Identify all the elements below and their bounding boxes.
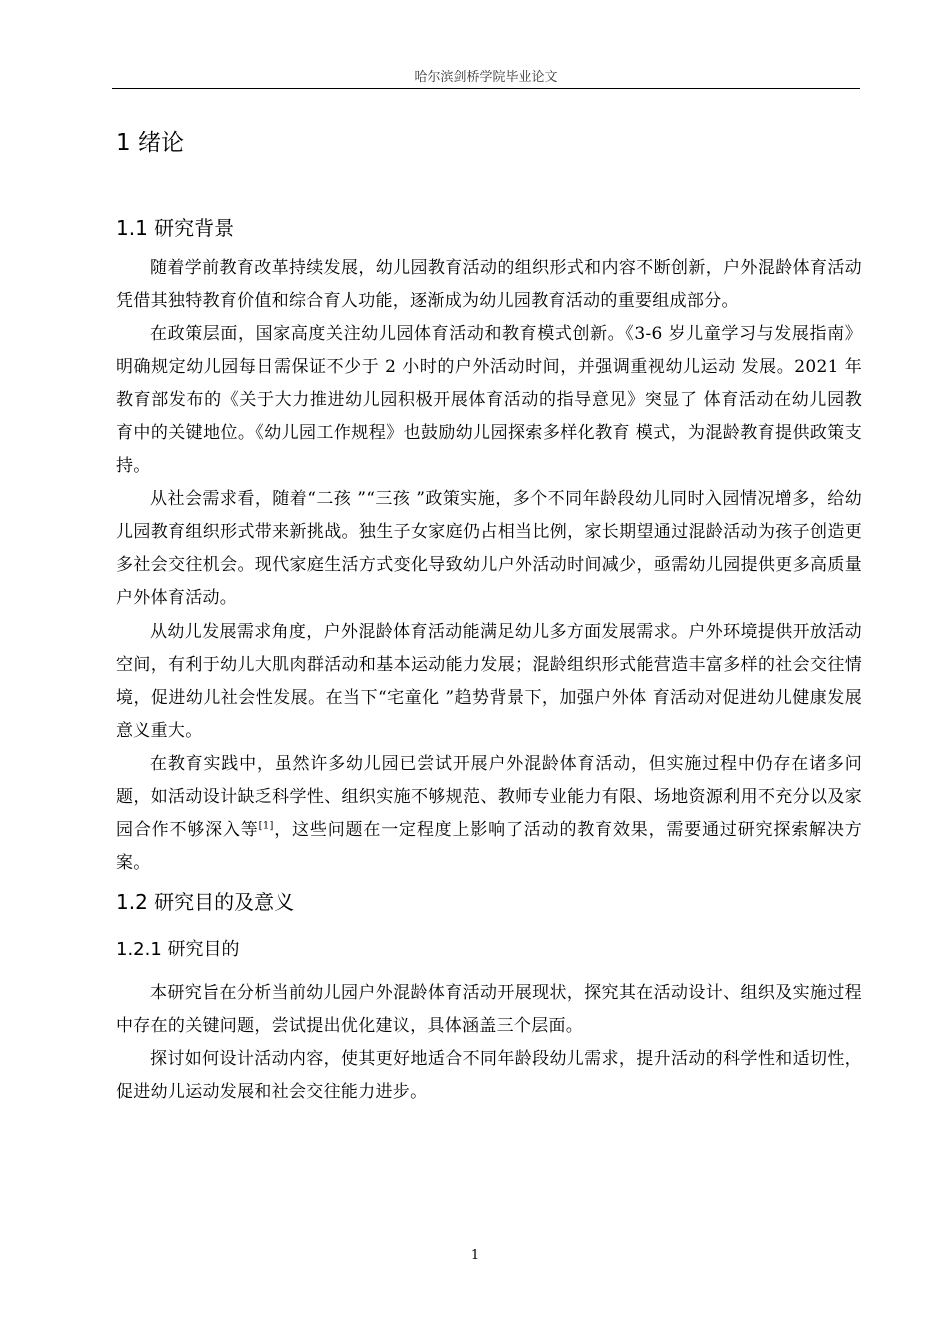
- section-title-purpose-significance: 1.2 研究目的及意义: [116, 890, 295, 914]
- paragraph-policy: 在政策层面，国家高度关注幼儿园体育活动和教育模式创新。《3-6 岁儿童学习与发展指南》明确规定幼儿园每日需保证不少于 2 小时的户外活动时间，并强调重视幼儿运动 发展。2021 年教育部发布的《关于大力推进幼儿园积极开展体育活动的指导意见》突显了 体育活动在幼儿园教育中的关键地位。《幼儿园工作规程》也鼓励幼儿园探索多样化教育 模式，为混龄教育提供政策支持。: [116, 324, 862, 476]
- practice-text-before-citation: 在教育实践中，虽然许多幼儿园已尝试开展户外混龄体育活动，但实施过程中仍存在诸多问题，如活动设计缺乏科学性、组织实施不够规范、教师专业能力有限、场地资源利用不充分以及家园合作不够深入等: [116, 754, 862, 840]
- paragraph-purpose-1: 本研究旨在分析当前幼儿园户外混龄体育活动开展现状，探究其在活动设计、组织及实施过程中存在的关键问题，尝试提出优化建议，具体涵盖三个层面。: [116, 983, 862, 1036]
- paragraph-practice-problems: [116, 748, 862, 880]
- paragraph-social-demand: 从社会需求看，随着“二孩 ”“三孩 ”政策实施，多个不同年龄段幼儿同时入园情况增多，给幼儿园教育组织形式带来新挑战。独生子女家庭仍占相当比例，家长期望通过混龄活动为孩子创造更多社会交往机会。现代家庭生活方式变化导致幼儿户外活动时间减少，亟需幼儿园提供更多高质量户外体育活动。: [116, 489, 862, 608]
- paragraph-background-1: 随着学前教育改革持续发展，幼儿园教育活动的组织形式和内容不断创新，户外混龄体育活动凭借其独特教育价值和综合育人功能，逐渐成为幼儿园教育活动的重要组成部分。: [116, 258, 862, 311]
- chapter-title: 1 绪论: [116, 130, 184, 156]
- section-title-research-background: 1.1 研究背景: [116, 216, 235, 240]
- header-rule: [112, 88, 860, 89]
- paragraph-purpose-2: 探讨如何设计活动内容，使其更好地适合不同年龄段幼儿需求，提升活动的科学性和适切性，促进幼儿运动发展和社会交往能力进步。: [116, 1049, 862, 1102]
- subsection-title-research-purpose: 1.2.1 研究目的: [116, 939, 240, 960]
- running-header: 哈尔滨剑桥学院毕业论文: [414, 70, 558, 85]
- citation-reference: [1]: [258, 820, 274, 832]
- page-number: 1: [470, 1248, 480, 1263]
- practice-text-after-citation: ，这些问题在一定程度上影响了活动的教育效果，需要通过研究探索解决方案。: [116, 820, 862, 873]
- paragraph-child-development: 从幼儿发展需求角度，户外混龄体育活动能满足幼儿多方面发展需求。户外环境提供开放活动空间，有利于幼儿大肌肉群活动和基本运动能力发展；混龄组织形式能营造丰富多样的社会交往情境，促进幼儿社会性发展。在当下“宅童化 ”趋势背景下，加强户外体 育活动对促进幼儿健康发展意义重大。: [116, 622, 862, 741]
